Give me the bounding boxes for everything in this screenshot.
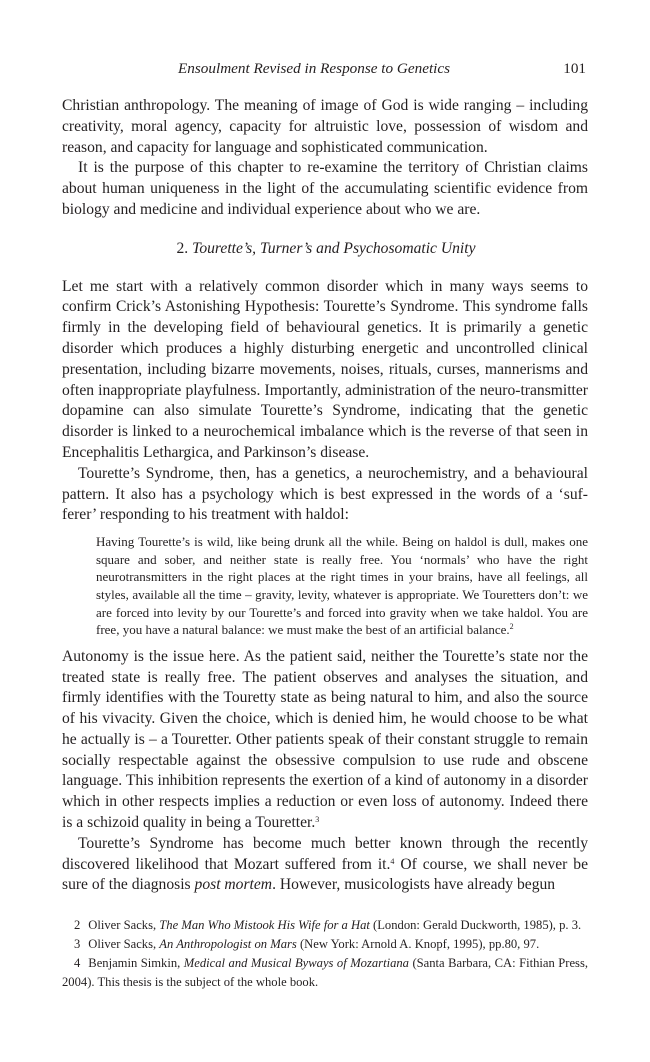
page-number: 101 — [563, 60, 586, 77]
paragraph-5-text: Autonomy is the issue here. As the patient said, neither the Tourette’s state nor the treated state is really free. The patient observes and analyses the situation, and firmly identifies with the Touretty state as being natural to him, and also the source of his vivacity. Given the choice, which is denied him, he would choose to be what he actually is – a Touretter. Other patients speak of their constant struggle to remain socially respectable against the obsessive compulsion to use rude and obscene language. This inhibition represents the exertion of a kind of autonomy in a disorder which in other respects implies a reduction or even loss of autonomy. Indeed there is a schizoid quality in being a Touretter. — [62, 647, 588, 832]
footnote — [62, 916, 588, 935]
block-quote-body: Having Tourette’s is wild, like being drunk all the while. Being on haldol is dull, makes one square and sober, and neither state is really free. You ‘normals’ who have the right neurotransmitters in the right places at the right times in your brains, have all feelings, all styles, available all the time – gravity, levity, whatever is appropriate. We Touretters don’t: we are forced into levity by our Tourette’s and forced into gravity when we take haldol. You are free, you have a natural balance: we must make the best of an artificial balance. — [96, 534, 588, 638]
paragraph-6 — [62, 834, 588, 896]
footnote-title: Medical and Musical Byways of Mozartiana — [183, 956, 409, 970]
footnote-text: (London: Gerald Duckworth, 1985), p. 3. — [369, 918, 582, 932]
paragraph-2: It is the purpose of this chapter to re-examine the territory of Christian claims about human uniqueness in the light of the accumulating scientific evidence from biology and medicine and individual experience about who we are. — [62, 159, 588, 218]
footnote-number: 3 — [74, 937, 81, 951]
footnote-text: Benjamin Simkin, — [88, 956, 184, 970]
section-heading — [62, 239, 588, 260]
paragraph-4: Tourette’s Syndrome, then, has a genetics, a neurochemistry, and a behavioural pattern. It also has a psychology which is best expressed in the words of a ‘suf-ferer’ responding to his treatment with haldol: — [62, 464, 588, 524]
footnote-ref-4: 4 — [390, 856, 395, 866]
paragraph-5 — [62, 647, 588, 834]
footnote — [62, 935, 588, 954]
paragraph-6-text-c: . However, musicologists have already begun — [272, 876, 556, 894]
section-number: 2. — [176, 239, 189, 257]
footnote-title: An Anthropologist on Mars — [159, 937, 297, 951]
footnote-text: (Santa Barbara, CA: Fithian Press, 2004). This thesis is the subject of the whole book. — [62, 956, 588, 989]
block-quote-text — [96, 533, 588, 639]
paragraph-6-text-b: Of course, we shall never be sure of the diagnosis — [62, 855, 588, 894]
paragraph-1: Christian anthropology. The meaning of image of God is wide ranging – including creativity, moral agency, capacity for altruistic love, possession of wisdom and reason, and capacity for language and sophisticated communication. — [62, 97, 588, 156]
paragraph-3: Let me start with a relatively common disorder which in many ways seems to confirm Crick’s Astonishing Hypothesis: Tourette’s Syndrome. This syndrome falls firmly in the developing field of behavioural genetics. It is primarily a genetic disorder which produces a highly disturbing energetic and uncontrolled clinical presentation, including bizarre movements, noises, rituals, curses, mannerisms and often inappropriate playfulness. Importantly, administration of the neuro-transmitter dopamine can also simulate Tourette’s Syndrome, indicating that the genetic disorder is linked to a neurochemical imbalance which is the reverse of that seen in Encephalitis Lethargica, and Parkinson’s disease. — [62, 277, 588, 461]
footnote — [62, 954, 588, 992]
running-title: Ensoulment Revised in Response to Genetics — [178, 60, 451, 77]
paragraph-6-text-a: Tourette’s Syndrome has become much better known through the recently discovered likelihood that Mozart suffered from it. — [62, 834, 588, 873]
footnote-text: Oliver Sacks, — [88, 937, 160, 951]
footnotes — [62, 916, 588, 992]
paragraph-6-italic: post mortem — [194, 876, 273, 894]
footnote-title: The Man Who Mistook His Wife for a Hat — [159, 918, 370, 932]
footnote-ref-3: 3 — [315, 815, 320, 825]
body-text — [62, 96, 588, 896]
footnote-number: 4 — [74, 956, 81, 970]
section-title: Tourette’s, Turner’s and Psychosomatic Unity — [192, 239, 476, 257]
footnote-text: Oliver Sacks, — [88, 918, 160, 932]
footnote-number: 2 — [74, 918, 81, 932]
block-quote — [62, 533, 588, 639]
footnote-ref-2: 2 — [509, 622, 514, 632]
footnote-text: (New York: Arnold A. Knopf, 1995), pp.80, 97. — [296, 937, 540, 951]
running-head — [62, 60, 588, 80]
